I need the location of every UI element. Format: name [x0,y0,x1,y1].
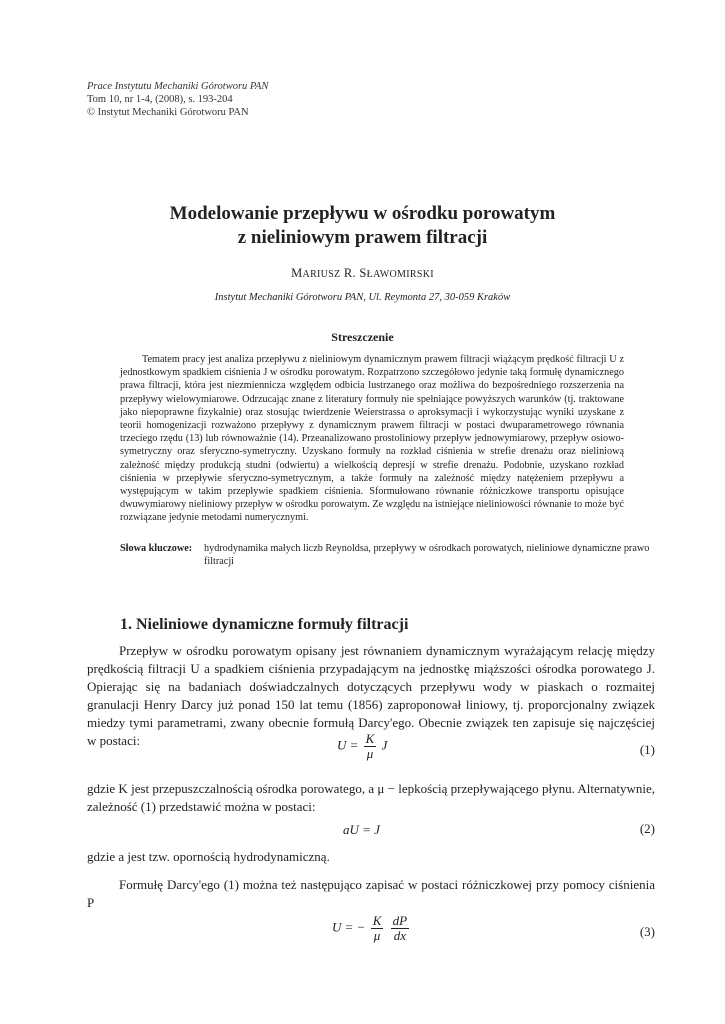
paragraph-2-block [87,780,655,816]
eq2-text: aU = J [343,822,380,837]
abstract-text: Tematem pracy jest analiza przepływu z nieliniowym dynamicznym prawem filtracji wiążącym prędkość filtracji U z jednostkowym spadkiem ciśnienia J w ośrodku porowatym. Rozpatrzono szczegółowo jedynie taką formułę dynamicznego prawa filtracji, która jest niezmiennicza względem odbicia lustrzanego oraz możliwa do bezpośredniego rozszerzenia na przepływy wielowymiarowe. Odrzucając znane z literatury formuły nie spełniające powyższych warunków (tj. traktowane jako niepoprawne fizykalnie) oraz stosując twierdzenie Weierstrassa o aproksymacji i wykorzystując wyniki uzyskane z teorii homogenizacji rozważono przepływy z dynamicznym prawem filtracji w postaci dwuparametrowego równania trzeciego rzędu (13) lub równoważnie (14). Przeanalizowano prostoliniowy przepływ jednowymiarowy, przepływ osiowo-symetryczny oraz sferyczno-symetryczny. Uzyskano formuły na rozkład ciśnienia w strefie drenażu oraz nieliniową zależność między produkcją studni (odwiertu) a wielkością depresji w strefie drenażu. Podobnie, uzyskano rozkład ciśnienia w przepływie sferyczno-symetrycznym, a także formuły na zależność między natężeniem przepływu a występującym w takim przepływie spadkiem ciśnienia. Sformułowano równanie różniczkowe transportu opisujące dwuwymiarowy nieliniowy przepływ w ośrodku porowatym. Ze względu na istniejące nieliniowości równanie to może być rozwiązane jedynie metodami numerycznymi. [120,354,624,524]
eq1-numerator: K [365,731,375,746]
equation-3 [87,912,655,952]
eq1-fraction [364,732,377,761]
affiliation: Instytut Mechaniki Górotworu PAN, Ul. Reymonta 27, 30-059 Kraków [214,292,511,303]
eq3-denominator-2: dx [393,928,406,943]
paragraph-2: gdzie K jest przepuszczalnością ośrodka porowatego, a μ − lepkością przepływającego płynu. Alternatywnie, zależność (1) przedstawić można w postaci: [87,781,655,814]
paragraph-4: Formułę Darcy'ego (1) można też następująco zapisać w postaci różniczkowej przy pomocy ciśnienia P [87,877,655,910]
author-middle: R. [340,266,360,280]
eq2-number: (2) [639,821,655,836]
keywords-label: Słowa kluczowe: [120,543,193,554]
section-title: Nieliniowe dynamiczne formuły filtracji [136,616,409,633]
eq3-fraction-1 [371,914,384,943]
journal-name: Prace Instytutu Mechaniki Górotworu PAN [87,81,269,92]
author-last-rest: ŁAWOMIRSKI [366,269,434,280]
journal-copyright: © Instytut Mechaniki Górotworu PAN [87,107,249,118]
author-first-rest: ARIUSZ [302,269,341,280]
paper-title [0,202,725,250]
abstract [120,353,624,525]
eq3-lhs: U = − [332,919,366,935]
journal-volume: Tom 10, nr 1-4, (2008), s. 193-204 [87,94,233,105]
paragraph-3-block [87,848,655,866]
eq3-numerator-1: K [372,913,382,928]
paragraph-3: gdzie a jest tzw. opornością hydrodynamiczną. [87,849,330,864]
title-line-1: Modelowanie przepływu w ośrodku porowatym [169,203,556,224]
eq3-denominator-1: μ [373,928,381,943]
journal-header [87,80,268,119]
eq3-numerator-2: dP [392,913,408,928]
eq1-denominator: μ [366,746,374,761]
section-heading [120,616,408,634]
eq3-number: (3) [639,924,655,939]
keywords [120,542,650,568]
eq3-fraction-2 [391,914,409,943]
equation-1 [87,730,655,770]
author-name [0,266,725,281]
paragraph-1: Przepływ w ośrodku porowatym opisany jest równaniem dynamicznym wyrażającym relację między prędkością filtracji U a spadkiem ciśnienia przypadającym na jednostkę miąższości ośrodka porowatego J. Opierając się na badaniach doświadczalnych dotyczących przepływu wody w piaskach o rozmaitej granulacji Henry Darcy już ponad 150 lat temu (1856) zaproponował liniowy, tj. proporcjonalny związek miedzy tymi parametrami, zwany obecnie formułą Darcy'ego. Obecnie związek ten zapisuje się najczęściej w postaci: [87,643,655,748]
eq1-number: (1) [639,742,655,757]
paragraph-4-block [87,876,655,912]
section-number: 1. [120,616,132,633]
keywords-text: hydrodynamika małych liczb Reynoldsa, przepływy w ośrodkach porowatych, nieliniowe dynamiczne prawo filtracji [204,543,650,567]
eq1-rhs: J [381,737,388,753]
abstract-heading: Streszczenie [331,330,394,344]
eq1-lhs: U = [337,737,359,753]
author-initial-2: S [359,266,367,280]
author-initial-1: M [291,266,303,280]
title-line-2: z nieliniowym prawem filtracji [237,227,488,248]
